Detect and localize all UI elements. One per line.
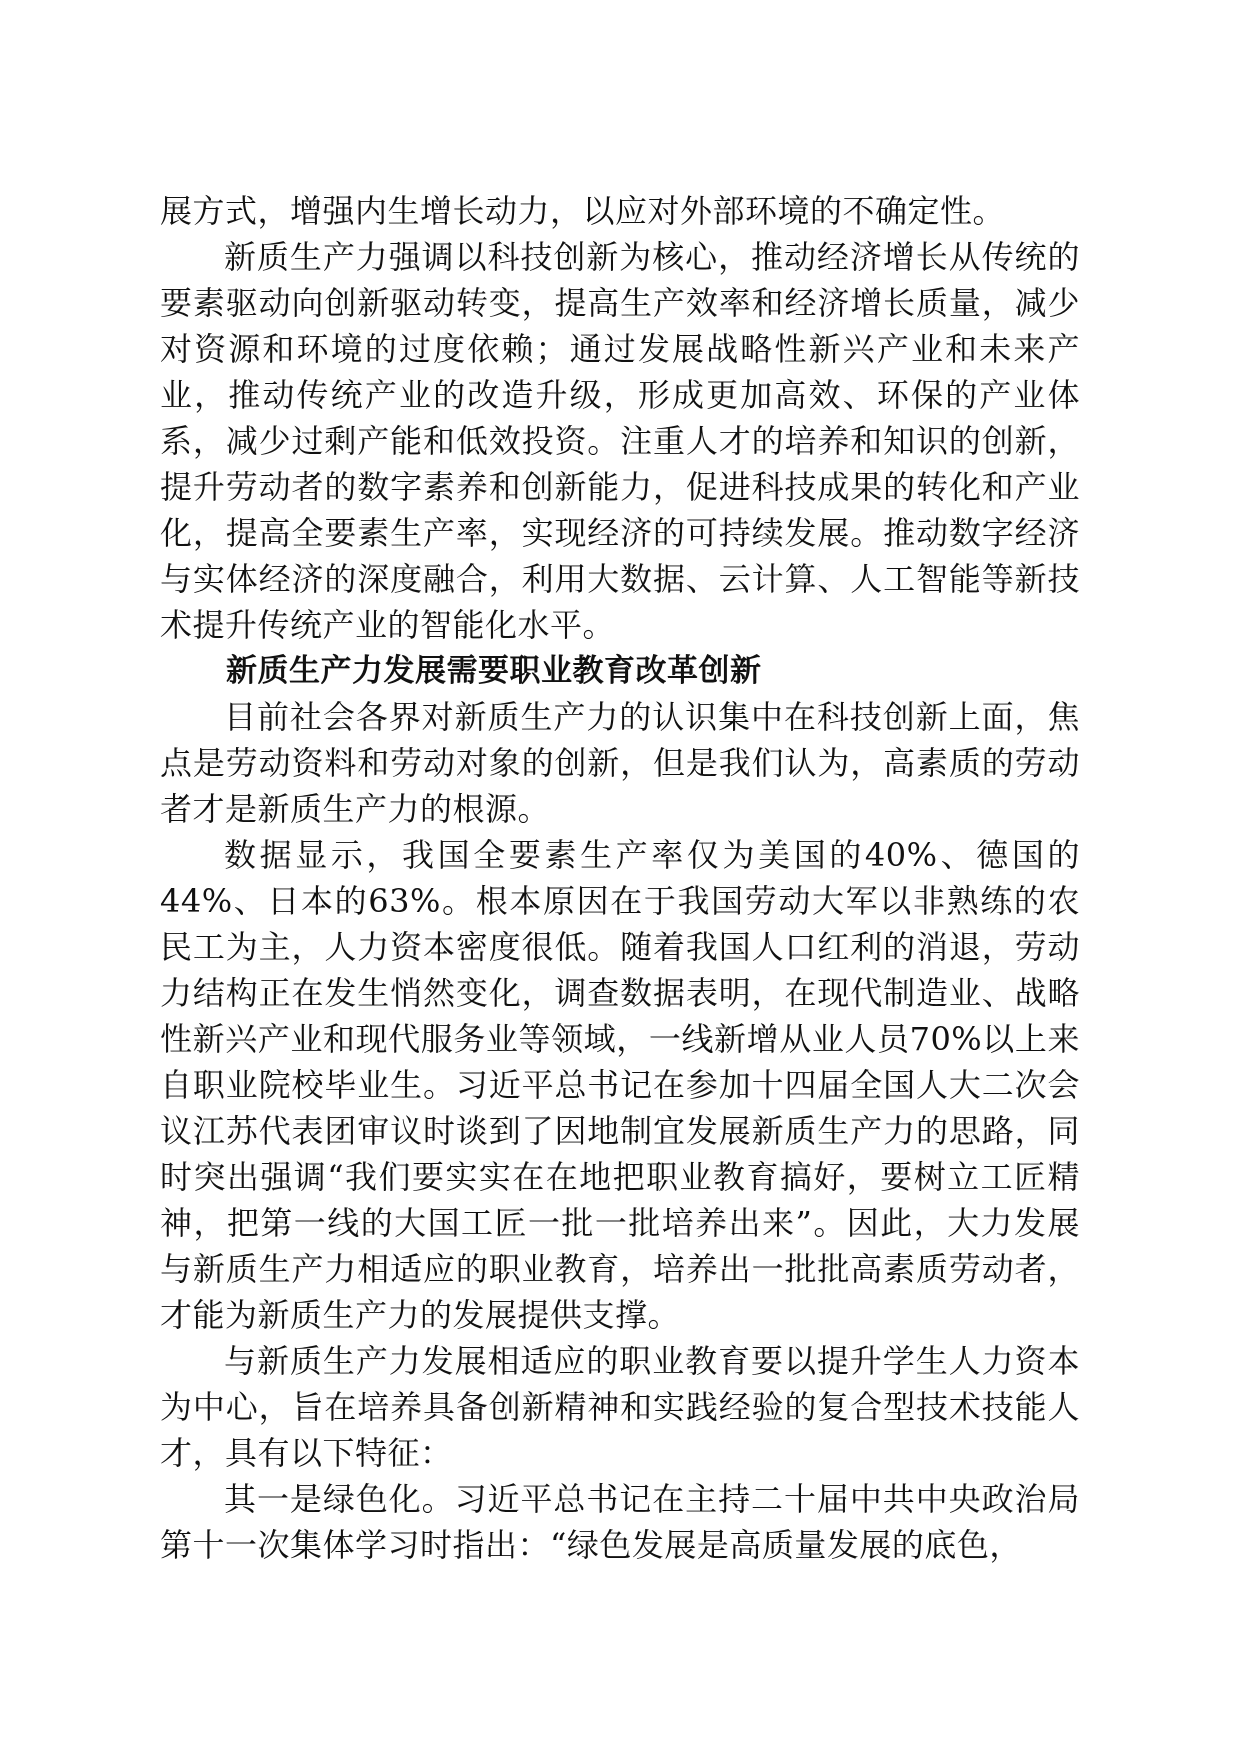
paragraph: 数据显示，我国全要素生产率仅为美国的40%、德国的44%、日本的63%。根本原因在于我国劳动大军以非熟练的农民工为主，人力资本密度很低。随着我国人口红利的消退，劳动力结构正在发生悄然变化，调查数据表明，在现代制造业、战略性新兴产业和现代服务业等领域，一线新增从业人员70%以上来自职业院校毕业生。习近平总书记在参加十四届全国人大二次会议江苏代表团审议时谈到了因地制宜发展新质生产力的思路，同时突出强调“我们要实实在在地把职业教育搞好，要树立工匠精神，把第一线的大国工匠一批一批培养出来”。因此，大力发展与新质生产力相适应的职业教育，培养出一批批高素质劳动者，才能为新质生产力的发展提供支撑。 <box>160 836 1080 1334</box>
paragraph: 与新质生产力发展相适应的职业教育要以提升学生人力资本为中心，旨在培养具备创新精神和实践经验的复合型技术技能人才，具有以下特征： <box>160 1342 1080 1472</box>
paragraph: 展方式，增强内生增长动力，以应对外部环境的不确定性。 <box>160 192 1006 230</box>
paragraph: 新质生产力强调以科技创新为核心，推动经济增长从传统的要素驱动向创新驱动转变，提高生产效率和经济增长质量，减少对资源和环境的过度依赖；通过发展战略性新兴产业和未来产业，推动传统产业的改造升级，形成更加高效、环保的产业体系，减少过剩产能和低效投资。注重人才的培养和知识的创新，提升劳动者的数字素养和创新能力，促进科技成果的转化和产业化，提高全要素生产率，实现经济的可持续发展。推动数字经济与实体经济的深度融合，利用大数据、云计算、人工智能等新技术提升传统产业的智能化水平。 <box>160 238 1080 644</box>
document-page <box>160 188 1080 1568</box>
paragraph: 其一是绿色化。习近平总书记在主持二十届中共中央政治局第十一次集体学习时指出：“绿色发展是高质量发展的底色， <box>160 1480 1080 1564</box>
section-heading: 新质生产力发展需要职业教育改革创新 <box>226 653 762 689</box>
paragraph: 目前社会各界对新质生产力的认识集中在科技创新上面，焦点是劳动资料和劳动对象的创新，但是我们认为，高素质的劳动者才是新质生产力的根源。 <box>160 698 1080 828</box>
